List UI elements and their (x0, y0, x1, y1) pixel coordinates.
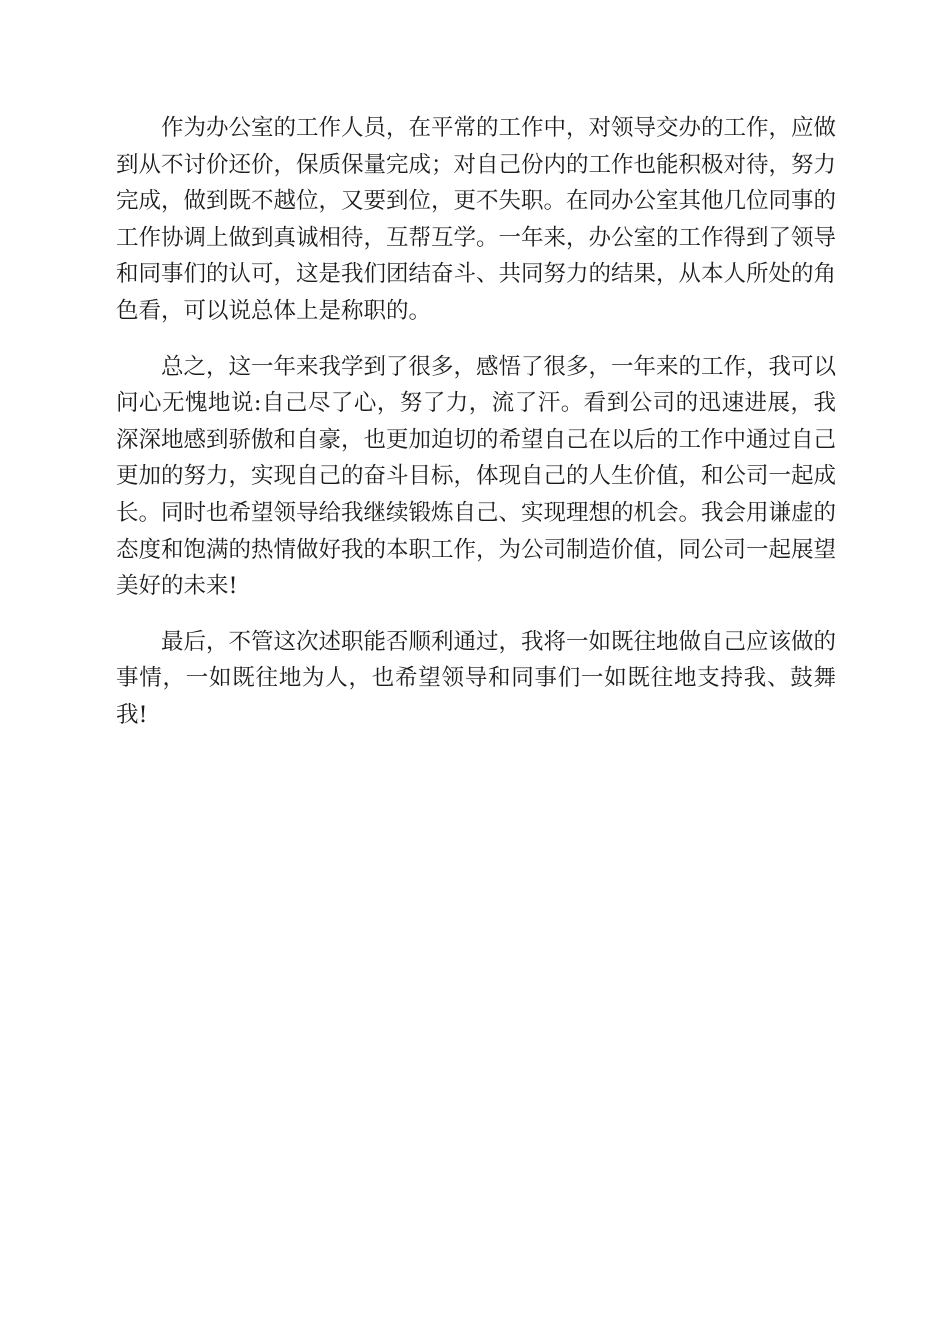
document-body (116, 110, 836, 753)
paragraph-summary: 总之，这一年来我学到了很多，感悟了很多，一年来的工作，我可以问心无愧地说:自己尽了心，努了力，流了汗。看到公司的迅速进展，我深深地感到骄傲和自豪，也更加迫切的希望自己在以后的工作中通过自己更加的努力，实现自己的奋斗目标，体现自己的人生价值，和公司一起成长。同时也希望领导给我继续锻炼自己、实现理想的机会。我会用谦虚的态度和饱满的热情做好我的本职工作，为公司制造价值，同公司一起展望美好的未来! (116, 353, 837, 600)
paragraph-office-work: 作为办公室的工作人员，在平常的工作中，对领导交办的工作，应做到从不讨价还价，保质保量完成；对自己份内的工作也能积极对待，努力完成，做到既不越位，又要到位，更不失职。在同办公室其他几位同事的工作协调上做到真诚相待，互帮互学。一年来，办公室的工作得到了领导和同事们的认可，这是我们团结奋斗、共同努力的结果，从本人所处的角色看，可以说总体上是称职的。 (116, 115, 837, 324)
paragraph-closing: 最后，不管这次述职能否顺利通过，我将一如既往地做自己应该做的事情，一如既往地为人，也希望领导和同事们一如既往地支持我、鼓舞我! (116, 628, 837, 728)
